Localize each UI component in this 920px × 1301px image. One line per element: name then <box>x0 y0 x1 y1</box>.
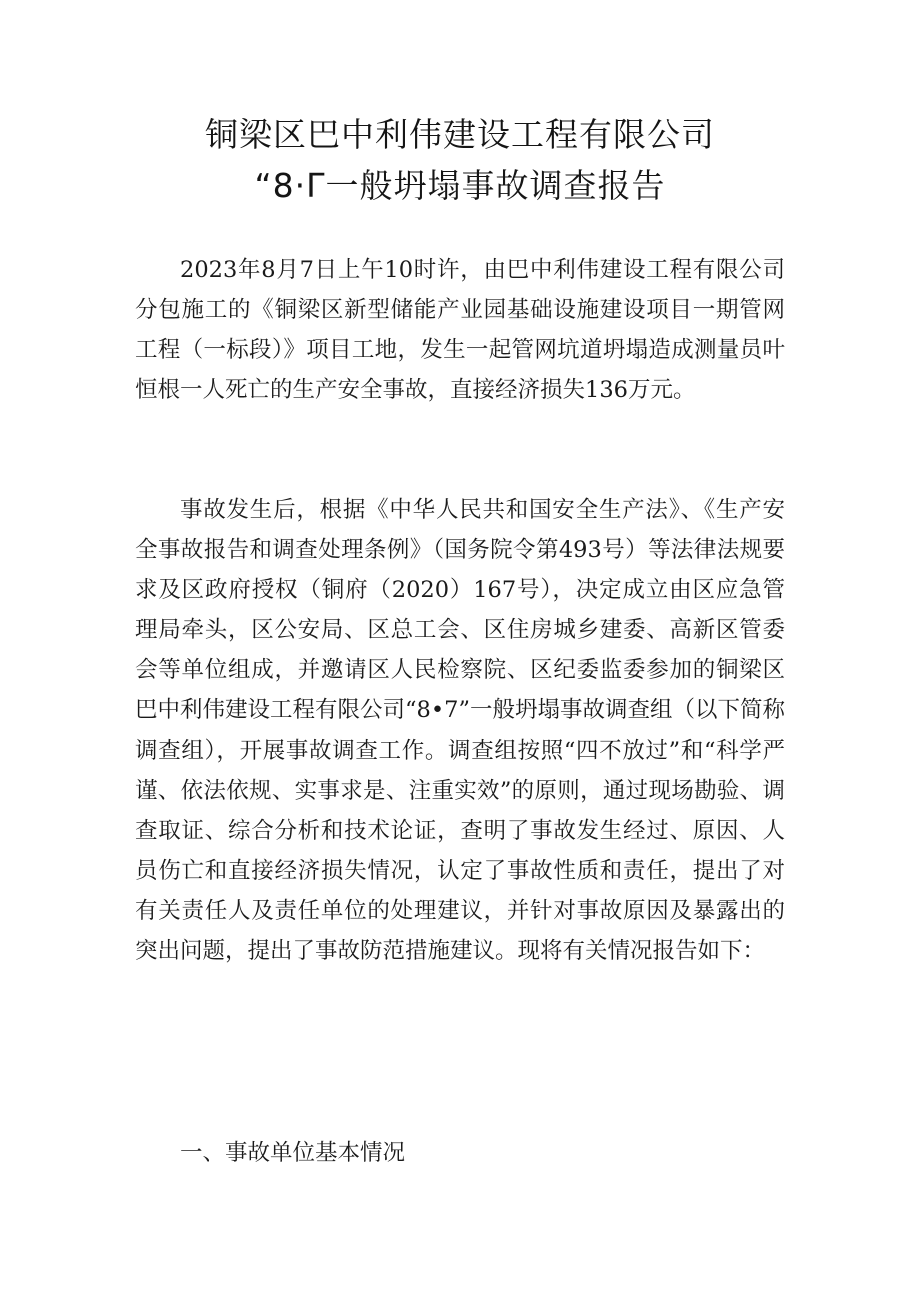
document-title-line-1: 铜梁区巴中利伟建设工程有限公司 <box>205 115 715 154</box>
section-heading: 一、事故单位基本情况 <box>180 1140 406 1166</box>
document-title-line-2: “8·Γ一般坍塌事故调查报告 <box>254 166 666 205</box>
paragraph-accident-summary: 2023年8月7日上午10时许，由巴中利伟建设工程有限公司分包施工的《铜梁区新型储能产业园基础设施建设项目一期管网工程（一标段）》项目工地，发生一起管网坑道坍塌造成测量员叶恒根一人死亡的生产安全事故，直接经济损失136万元。 <box>135 257 785 404</box>
paragraph-investigation-background: 事故发生后，根据《中华人民共和国安全生产法》、《生产安全事故报告和调查处理条例》（国务院令第493号）等法律法规要求及区政府授权（铜府（2020）167号），决定成立由区应急管理局牵头，区公安局、区总工会、区住房城乡建委、高新区管委会等单位组成，并邀请区人民检察院、区纪委监委参加的铜梁区巴中利伟建设工程有限公司“8•7”一般坍塌事故调查组（以下简称调查组），开展事故调查工作。调查组按照“四不放过”和“科学严谨、依法依规、实事求是、注重实效”的原则，通过现场勘验、调查取证、综合分析和技术论证，查明了事故发生经过、原因、人员伤亡和直接经济损失情况，认定了事故性质和责任，提出了对有关责任人及责任单位的处理建议，并针对事故原因及暴露出的突出问题，提出了事故防范措施建议。现将有关情况报告如下： <box>135 497 785 965</box>
